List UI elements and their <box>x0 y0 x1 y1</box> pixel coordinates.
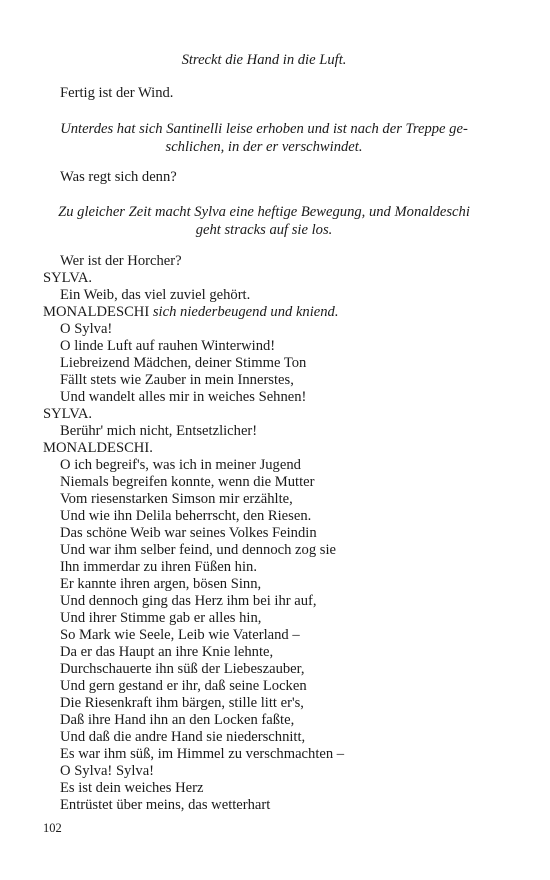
verse-line: So Mark wie Seele, Leib wie Vaterland – <box>60 627 300 643</box>
verse-line: Entrüstet über meins, das wetterhart <box>60 797 271 813</box>
stage-direction-line: geht stracks auf sie los. <box>195 222 333 238</box>
verse-line: Da er das Haupt an ihre Knie lehnte, <box>60 644 274 660</box>
stage-direction-line: Zu gleicher Zeit macht Sylva eine heftige Bewegung, und Monaldeschi <box>58 204 470 220</box>
speaker-label: SYLVA. <box>43 406 93 422</box>
page-number: 102 <box>43 821 62 835</box>
verse-line: Es war ihm süß, im Himmel zu verschmachten – <box>60 746 345 762</box>
stage-direction-line: schlichen, in der er verschwindet. <box>165 139 363 155</box>
stage-direction: Streckt die Hand in die Luft. <box>181 52 347 68</box>
verse-line: Fällt stets wie Zauber in mein Innerstes, <box>60 372 294 388</box>
verse-line: Ein Weib, das viel zuviel gehört. <box>60 287 251 303</box>
verse-line: Und wie ihn Delila beherrscht, den Riesen. <box>60 508 312 524</box>
verse-line: Ihn immerdar zu ihren Füßen hin. <box>60 559 257 575</box>
verse-line: Berühr' mich nicht, Entsetzlicher! <box>60 423 258 439</box>
verse-line: Und ihrer Stimme gab er alles hin, <box>60 610 262 626</box>
speaker-label: MONALDESCHI. <box>43 440 153 456</box>
speaker-name <box>43 270 92 287</box>
speaker-name <box>43 406 92 423</box>
verse-line: Niemals begreifen konnte, wenn die Mutter <box>60 474 315 490</box>
verse-line: Und daß die andre Hand sie niederschnitt, <box>60 729 306 745</box>
verse-line: Das schöne Weib war seines Volkes Feindin <box>60 525 317 541</box>
verse-line: Und wandelt alles mir in weiches Sehnen! <box>60 389 307 405</box>
stage-direction-line: Unterdes hat sich Santinelli leise erhoben und ist nach der Treppe ge- <box>60 121 468 137</box>
verse-line: Fertig ist der Wind. <box>60 85 174 101</box>
verse-line: Wer ist der Horcher? <box>60 253 182 269</box>
verse-line: Die Riesenkraft ihm bärgen, stille litt er's, <box>60 695 304 711</box>
verse-line: Was regt sich denn? <box>60 169 177 185</box>
verse-line: O linde Luft auf rauhen Winterwind! <box>60 338 276 354</box>
verse-line: O Sylva! <box>60 321 113 337</box>
verse-line: Durchschauerte ihn süß der Liebeszauber, <box>60 661 305 677</box>
verse-line: O Sylva! Sylva! <box>60 763 155 779</box>
speaker-name <box>43 304 339 321</box>
speaker-label: MONALDESCHI <box>43 304 150 320</box>
verse-line: O ich begreif's, was ich in meiner Jugend <box>60 457 301 473</box>
verse-line: Es ist dein weiches Herz <box>60 780 204 796</box>
speaker-label: SYLVA. <box>43 270 93 286</box>
speaker-name <box>43 440 153 457</box>
verse-line: Daß ihre Hand ihn an den Locken faßte, <box>60 712 295 728</box>
verse-line: Und war ihm selber feind, und dennoch zog sie <box>60 542 336 558</box>
verse-line: Liebreizend Mädchen, deiner Stimme Ton <box>60 355 307 371</box>
verse-line: Und gern gestand er ihr, daß seine Locken <box>60 678 307 694</box>
verse-line: Er kannte ihren argen, bösen Sinn, <box>60 576 262 592</box>
verse-line: Und dennoch ging das Herz ihm bei ihr auf, <box>60 593 317 609</box>
verse-line: Vom riesenstarken Simson mir erzählte, <box>60 491 293 507</box>
speaker-direction: sich niederbeugend und kniend. <box>152 304 339 320</box>
